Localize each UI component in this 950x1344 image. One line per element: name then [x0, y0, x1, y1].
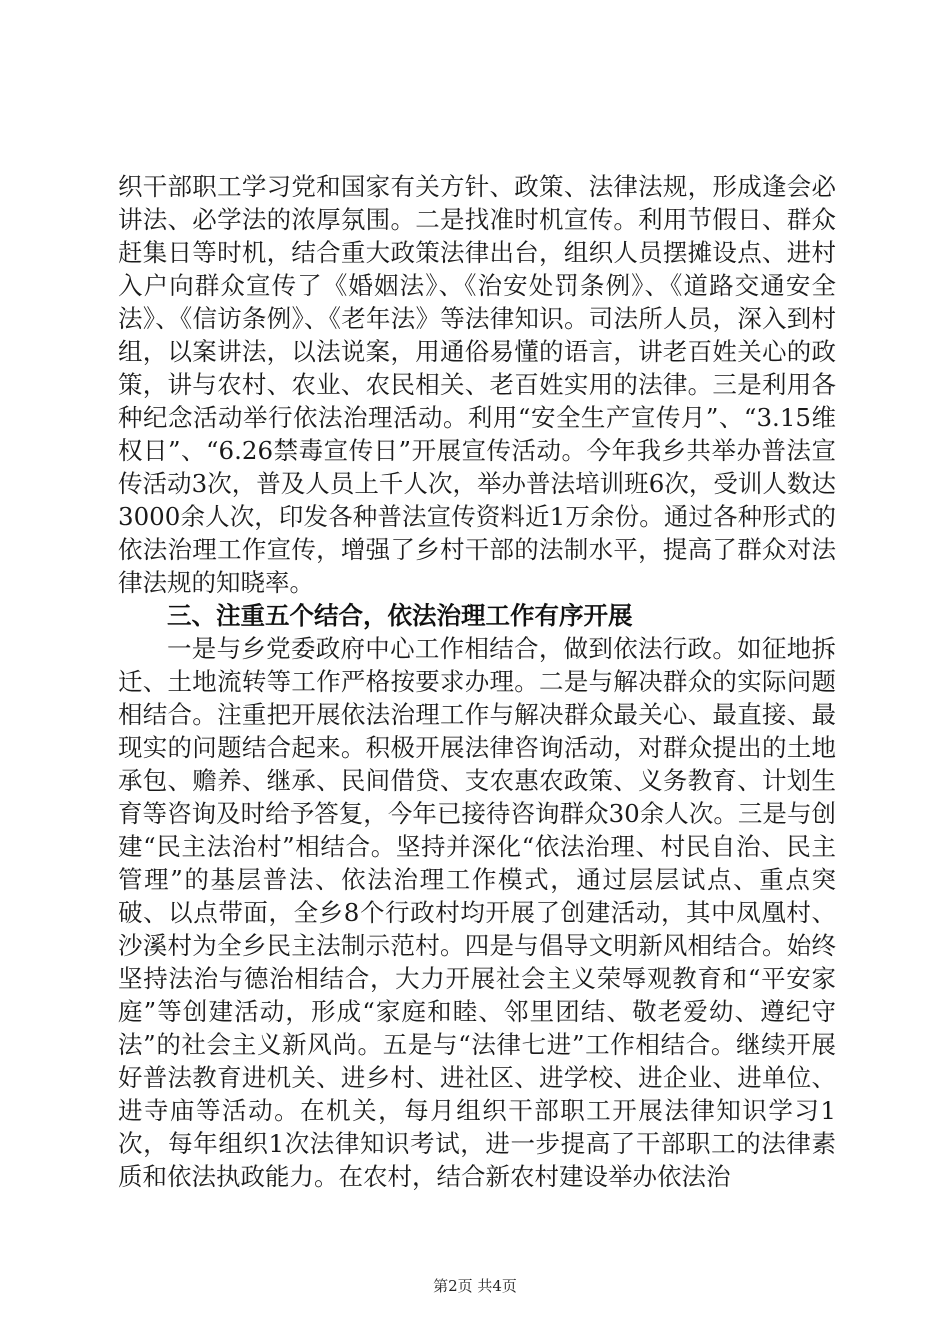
body-paragraph-continued: 织干部职工学习党和国家有关方针、政策、法律法规，形成逢会必讲法、必学法的浓厚氛围。二是找准时机宣传。利用节假日、群众赶集日等时机，结合重大政策法律出台，组织人员摆摊设点、进村入户向群众宣传了《婚姻法》、《治安处罚条例》、《道路交通安全法》、《信访条例》、《老年法》等法律知识。司法所人员，深入到村组，以案讲法，以法说案，用通俗易懂的语言，讲老百姓关心的政策，讲与农村、农业、农民相关、老百姓实用的法律。三是利用各种纪念活动举行依法治理活动。利用“安全生产宣传月”、“3.15维权日”、“6.26禁毒宣传日”开展宣传活动。今年我乡共举办普法宣传活动3次，普及人员上千人次，举办普法培训班6次，受训人数达3000余人次，印发各种普法宣传资料近1万余份。通过各种形式的依法治理工作宣传，增强了乡村干部的法制水平，提高了群众对法律法规的知晓率。 [118, 172, 836, 597]
body-paragraph: 一是与乡党委政府中心工作相结合，做到依法行政。如征地拆迁、土地流转等工作严格按要求办理。二是与解决群众的实际问题相结合。注重把开展依法治理工作与解决群众最关心、最直接、最现实的问题结合起来。积极开展法律咨询活动，对群众提出的土地承包、赡养、继承、民间借贷、支农惠农政策、义务教育、计划生育等咨询及时给予答复，今年已接待咨询群众30余人次。三是与创建“民主法治村”相结合。坚持并深化“依法治理、村民自治、民主管理”的基层普法、依法治理工作模式，通过层层试点、重点突破、以点带面，全乡8个行政村均开展了创建活动，其中凤凰村、沙溪村为全乡民主法制示范村。四是与倡导文明新风相结合。始终坚持法治与德治相结合，大力开展社会主义荣辱观教育和“平安家庭”等创建活动，形成“家庭和睦、邻里团结、敬老爱幼、遵纪守法”的社会主义新风尚。五是与“法律七进”工作相结合。继续开展好普法教育进机关、进乡村、进社区、进学校、进企业、进单位、进寺庙等活动。在机关，每月组织干部职工开展法律知识学习1次，每年组织1次法律知识考试，进一步提高了干部职工的法律素质和依法执政能力。在农村，结合新农村建设举办依法治 [118, 634, 836, 1191]
document-body [118, 170, 836, 1193]
page-footer: 第2页 共4页 [433, 1277, 517, 1295]
section-heading: 三、注重五个结合，依法治理工作有序开展 [167, 601, 633, 630]
